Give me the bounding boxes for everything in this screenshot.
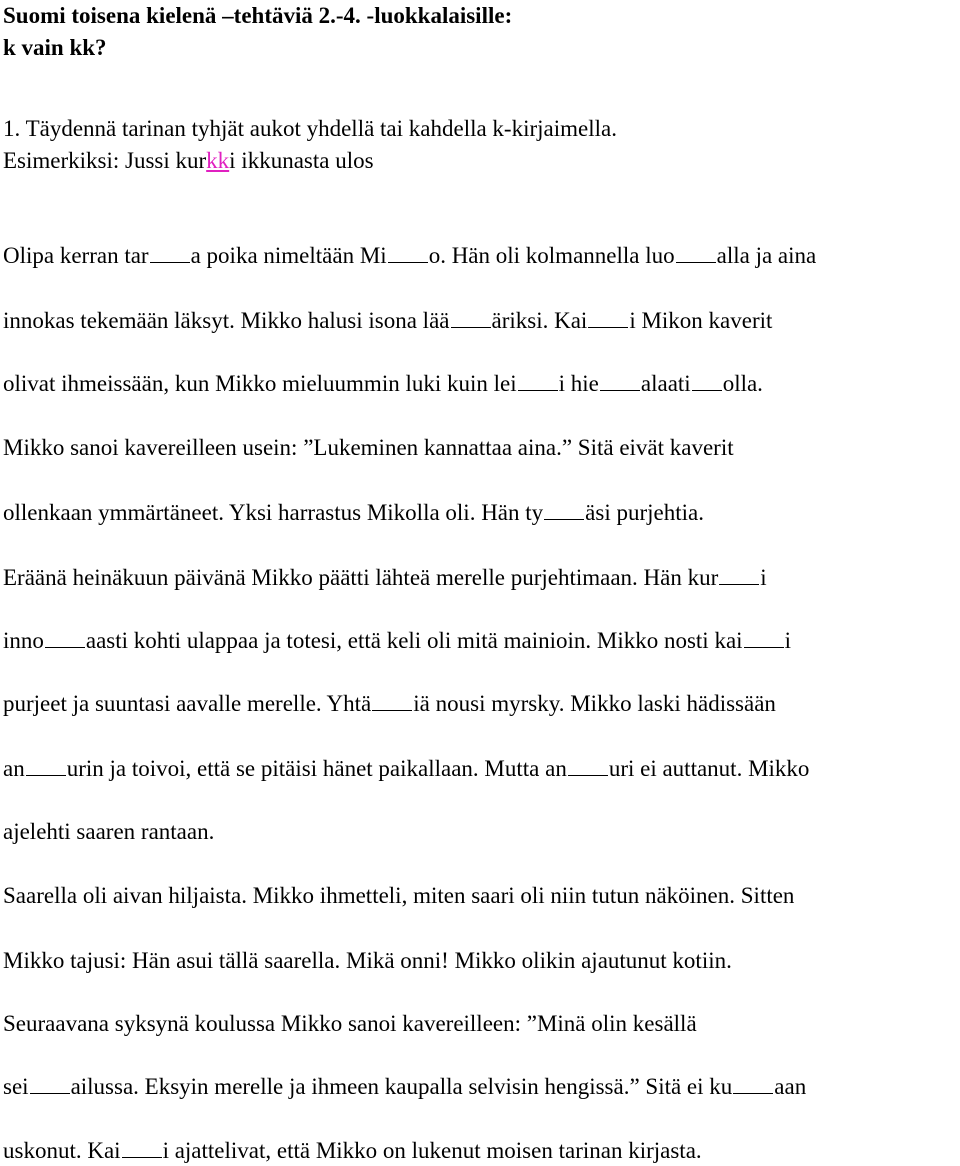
story-text: an [3, 756, 25, 781]
story-text: aasti kohti ulappaa ja totesi, että keli oli mitä mainioin. Mikko nosti kai [85, 628, 743, 653]
story-line-9 [3, 755, 809, 783]
story-text: olivat ihmeissään, kun Mikko mieluummin luki kuin lei [3, 371, 517, 396]
story-text: alla ja aina [716, 243, 817, 268]
story-text: i [784, 628, 791, 653]
story-line-4 [3, 434, 734, 462]
story-text: äsi purjehtia. [585, 500, 704, 525]
story-text: i Mikon kaverit [629, 308, 773, 333]
story-text: äriksi. Kai [491, 308, 588, 333]
task-instruction: 1. Täydennä tarinan tyhjät aukot yhdellä tai kahdella k-kirjaimella. [3, 116, 617, 141]
example-suffix: i ikkunasta ulos [229, 148, 374, 173]
story-text: a poika nimeltään Mi [190, 243, 387, 268]
story-text: Seuraavana syksynä koulussa Mikko sanoi kavereilleen: ”Minä olin kesällä [3, 1011, 697, 1036]
blank-gap[interactable] [744, 627, 784, 648]
story-line-13 [3, 1010, 697, 1038]
story-text: purjeet ja suuntasi aavalle merelle. Yhtä [3, 691, 372, 716]
story-text: ollenkaan ymmärtäneet. Yksi harrastus Mikolla oli. Hän ty [3, 500, 544, 525]
story-line-5 [3, 499, 704, 527]
story-text: urin ja toivoi, että se pitäisi hänet paikallaan. Mutta an [66, 756, 567, 781]
blank-gap[interactable] [719, 564, 759, 585]
blank-gap[interactable] [568, 755, 608, 776]
story-text: Mikko tajusi: Hän asui tällä saarella. Mikä onni! Mikko olikin ajautunut kotiin. [3, 948, 732, 973]
story-text: sei [3, 1074, 29, 1099]
story-text: ailussa. Eksyin merelle ja ihmeen kaupalla selvisin hengissä.” Sitä ei ku [70, 1074, 733, 1099]
story-text: i [760, 565, 767, 590]
blank-gap[interactable] [733, 1073, 773, 1094]
story-text: Saarella oli aivan hiljaista. Mikko ihmetteli, miten saari oli niin tutun näköinen. Sitten [3, 883, 795, 908]
story-text: aan [774, 1074, 807, 1099]
example-prefix: Esimerkiksi: Jussi kur [3, 148, 207, 173]
blank-gap[interactable] [26, 755, 66, 776]
blank-gap[interactable] [588, 307, 628, 328]
story-line-8 [3, 690, 776, 718]
blank-gap[interactable] [30, 1073, 70, 1094]
story-line-6 [3, 564, 767, 592]
example-sentence [3, 147, 374, 175]
worksheet-title-line2: k vain kk? [3, 35, 107, 60]
story-text: innokas tekemään läksyt. Mikko halusi isona lää [3, 308, 450, 333]
story-line-2 [3, 307, 772, 335]
story-line-15 [3, 1137, 702, 1165]
story-text: uskonut. Kai [3, 1138, 121, 1163]
story-text: alaati [640, 371, 691, 396]
worksheet-title-line1: Suomi toisena kielenä –tehtäviä 2.-4. -luokkalaisille: [3, 3, 513, 28]
story-text: Olipa kerran tar [3, 243, 149, 268]
blank-gap[interactable] [676, 242, 716, 263]
blank-gap[interactable] [122, 1137, 162, 1158]
story-line-7 [3, 627, 791, 655]
blank-gap[interactable] [150, 242, 190, 263]
blank-gap[interactable] [544, 499, 584, 520]
example-highlight: kk [206, 148, 230, 173]
blank-gap[interactable] [600, 370, 640, 391]
blank-gap[interactable] [692, 370, 722, 391]
story-text: Mikko sanoi kavereilleen usein: ”Lukeminen kannattaa aina.” Sitä eivät kaverit [3, 435, 734, 460]
story-line-11 [3, 882, 794, 910]
story-text: uri ei auttanut. Mikko [608, 756, 810, 781]
blank-gap[interactable] [388, 242, 428, 263]
story-line-3 [3, 370, 763, 398]
story-line-10 [3, 818, 214, 846]
blank-gap[interactable] [45, 627, 85, 648]
story-line-1 [3, 242, 816, 270]
story-text: Eräänä heinäkuun päivänä Mikko päätti lähteä merelle purjehtimaan. Hän kur [3, 565, 719, 590]
story-text: iä nousi myrsky. Mikko laski hädissään [413, 691, 776, 716]
story-text: o. Hän oli kolmannella luo [428, 243, 675, 268]
story-text: ajelehti saaren rantaan. [3, 819, 215, 844]
story-line-12 [3, 947, 732, 975]
blank-gap[interactable] [372, 690, 412, 711]
blank-gap[interactable] [451, 307, 491, 328]
story-line-14 [3, 1073, 806, 1101]
story-text: i ajattelivat, että Mikko on lukenut moisen tarinan kirjasta. [162, 1138, 702, 1163]
story-text: i hie [558, 371, 599, 396]
story-text: inno [3, 628, 44, 653]
blank-gap[interactable] [518, 370, 558, 391]
story-text: olla. [722, 371, 763, 396]
